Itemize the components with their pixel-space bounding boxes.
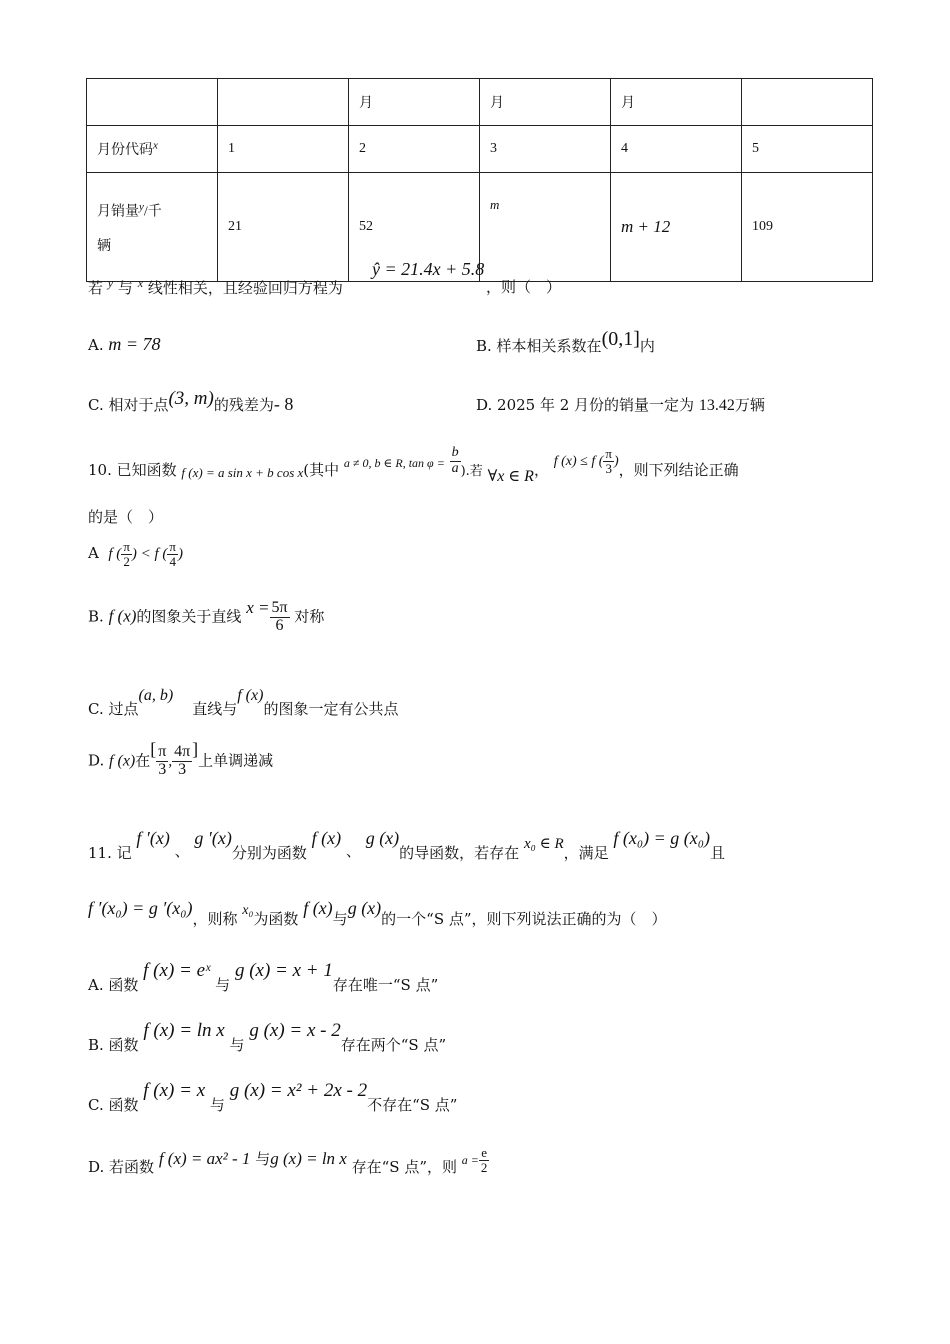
table-cell: 5 — [742, 126, 873, 173]
table-cell: 月 — [480, 79, 611, 126]
q11-option-d[interactable]: D. 若函数 f (x) = ax² - 1 与g (x) = ln x 存在“S 点”，则 a = $\frac{e}{2}$ — [88, 1145, 488, 1177]
row-label: 月销量$^y$/千 辆 — [87, 173, 218, 282]
q11-stem-line2: f ′(x₀) = g ′(x₀)，则称 x₀为函数 f (x)与g (x)的一个“S 点”，则下列说法正确的为（ ） — [88, 898, 667, 928]
fraction: $\frac{e}{2}$ — [480, 1145, 488, 1175]
table-header-row — [87, 79, 873, 126]
q10-option-c[interactable]: C. 过点(a, b) 直线与f (x)的图象一定有公共点 — [88, 687, 399, 718]
table-cell: 4 — [611, 126, 742, 173]
sales-table — [86, 78, 873, 282]
q9-stem-tail: ，则（ ） — [486, 278, 562, 296]
fraction: $\frac{\pi}{3}$ — [158, 743, 167, 778]
q9-equation: ŷ = 21.4x + 5.8 — [372, 259, 485, 279]
q10-option-d[interactable]: D. f (x)在[ $\frac{\pi}{3}$ , $\frac{4\pi}{3}$ ]上单调递减 — [88, 739, 274, 778]
table-cell: m — [480, 173, 611, 282]
q9-option-d[interactable]: D. 2025 年 2 月份的销量一定为 13.42万辆 — [476, 396, 765, 414]
table-cell — [218, 79, 349, 126]
q11-stem: 11. 记 f ′(x) 、 g ′(x)分别为函数 f (x) 、 g (x)的导函数，若存在 x₀ ∈ R，满足 f (x₀) = g (x₀)且 — [88, 828, 726, 862]
q9-option-a[interactable]: A. m = 78 — [88, 334, 161, 354]
var-x: x — [153, 139, 158, 152]
q9-option-b[interactable]: B. 样本相关系数在(0,1]内 — [476, 328, 655, 355]
table-cell: 109 — [742, 173, 873, 282]
fraction: $\frac{b}{a}$ — [451, 445, 459, 476]
fraction: $\frac{\pi}{4}$ — [169, 539, 176, 569]
q9-option-c[interactable]: C. 相对于点(3, m)的残差为- 8 — [88, 388, 294, 414]
fraction: $\frac{4\pi}{3}$ — [174, 743, 191, 778]
table-cell: 1 — [218, 126, 349, 173]
row-label: 月份代码$^x$ — [87, 126, 218, 173]
table-cell: 2 — [349, 126, 480, 173]
table-cell — [742, 79, 873, 126]
q10-option-a[interactable]: A f ( $\frac{\pi}{2}$ ) < f ( $\frac{\pi}{4}$ ) — [88, 539, 183, 569]
fraction: $\frac{\pi}{2}$ — [123, 539, 130, 569]
q10-stem-line2: 的是（ ） — [88, 508, 164, 526]
table-cell: m + 12 — [611, 173, 742, 282]
table-cell: 21 — [218, 173, 349, 282]
table-cell: 52 — [349, 173, 480, 282]
table-cell: 月 — [349, 79, 480, 126]
table-cell: 月 — [611, 79, 742, 126]
table-cell: 3 — [480, 126, 611, 173]
table-cell — [87, 79, 218, 126]
q10-option-b[interactable]: B. f (x)的图象关于直线 x = $\frac{5\pi}{6}$ 对称 — [88, 598, 325, 634]
q10-stem: 10. 已知函数 f (x) = a sin x + b cos x(其中 a ≠ 0, b ∈ R, tan φ = $\frac{b}{a}$ ).若 ∀x ∈ R， f (x) ≤ f ( $\frac{\pi}{3}$ )，则下列结论正确 — [88, 445, 739, 486]
fraction: $\frac{5\pi}{6}$ — [271, 599, 288, 634]
fraction: $\frac{\pi}{3}$ — [605, 446, 612, 476]
q11-option-a[interactable]: A. 函数 f (x) = eˣ 与 g (x) = x + 1存在唯一“S 点” — [88, 960, 439, 994]
q11-option-b[interactable]: B. 函数 f (x) = ln x 与 g (x) = x - 2存在两个“S 点” — [88, 1020, 447, 1054]
q11-option-c[interactable]: C. 函数 f (x) = x 与 g (x) = x² + 2x - 2不存在“S 点” — [88, 1080, 458, 1114]
table-row-month-code — [87, 126, 873, 173]
q9-stem: 若 $^y$ 与 $^x$ 线性相关，且经验回归方程为 — [88, 276, 343, 297]
